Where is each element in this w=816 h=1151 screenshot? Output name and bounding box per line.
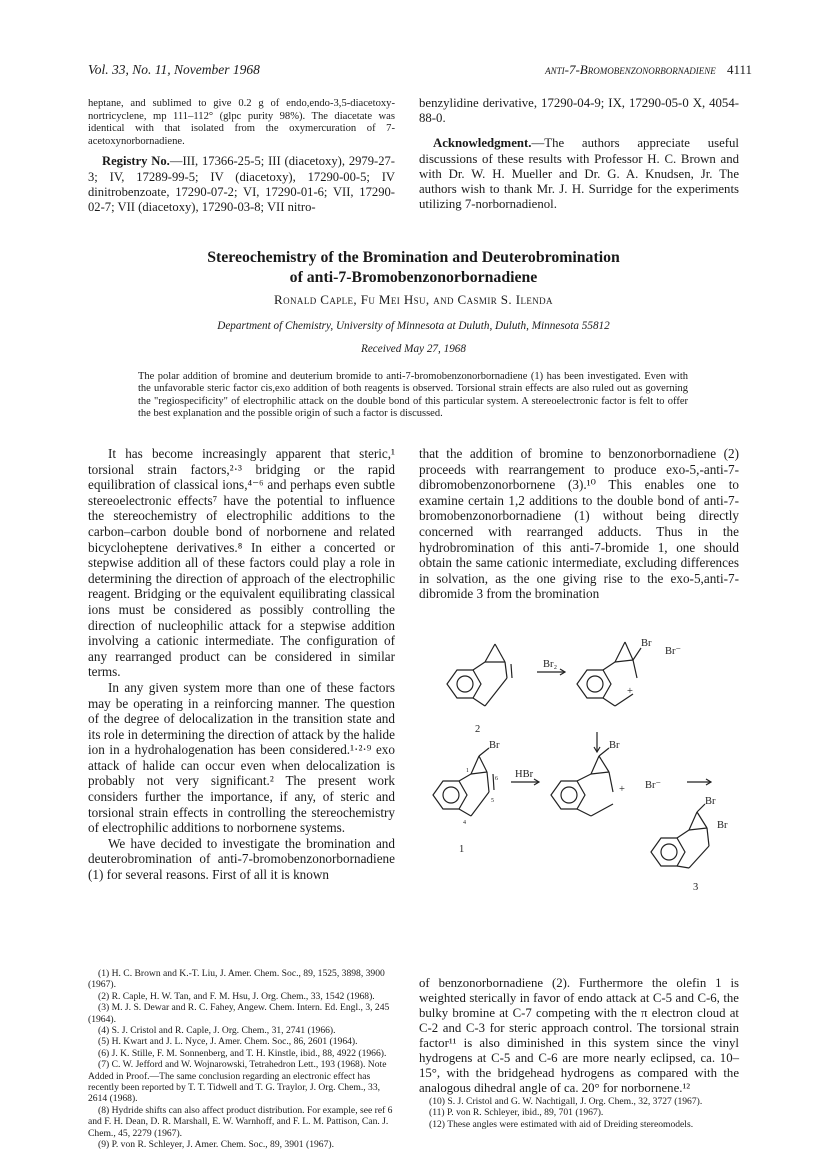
running-title: anti-7-Bromobenzonorbornadiene [545,62,716,77]
footnote: (2) R. Caple, H. W. Tan, and F. M. Hsu, J. Org. Chem., 33, 1542 (1968). [98,990,375,1002]
registry-text: —III, 17366-25-5; III (diacetoxy), 2979-27-3; IV, 17289-99-5; IV (diacetoxy), 17290-00-5; IV dinitrobenzoate, 17290-07-2; VI, 17290-01-6; VII, 17290-02-7; VII (diacetoxy), 17290-03-8; VII nitro- [88,154,396,214]
experimental-continuation [88,98,395,215]
title-line-1: Stereochemistry of the Bromination and Deuterobromination [207,249,620,266]
abstract: The polar addition of bromine and deuterium bromide to anti-7-bromobenzonorbornadiene (1) has been investigated. Even with the unfavorable steric factor cis,exo addition of both reagents is observed. Torsional strain effects are also ruled out as governing the "regiospecificity" of electrophilic attack on the double bond of this particular system. A stereoelectronic factor is felt to offer the best explanation and the possible origin of such a factor is discussed. [138,371,688,420]
compound-2-structure [447,644,512,706]
footnote: (10) S. J. Cristol and G. W. Nachtigall, J. Org. Chem., 32, 3727 (1967). [429,1096,703,1107]
bromide-ion: Br⁻ [645,780,662,791]
article-title [88,248,739,288]
acknowledgment [419,136,739,212]
cation-plus: + [627,686,633,697]
label-compound-1: 1 [459,844,465,855]
br-label: Br [609,740,620,751]
registry-label: Registry No. [102,154,170,169]
footnote: (5) H. Kwart and J. L. Nyce, J. Amer. Chem. Soc., 86, 2601 (1964). [98,1036,358,1048]
experimental-text: heptane, and sublimed to give 0.2 g of endo,endo-3,5-diacetoxy-nortricyclene, mp 111–112° (glpc purity 98%). The diacetate was identical with that isolated from the oxymercuration of 7-acetoxynorbornadiene. [88,98,395,147]
body-right-column-bottom [419,976,739,1096]
authors: Ronald Caple, Fu Mei Hsu, and Casmir S. Ilenda [274,292,553,307]
br-label: Br [717,820,728,831]
paragraph: that the addition of bromine to benzonorbornadiene (2) proceeds with rearrangement to produce exo-5,-anti-7-dibromobenzonorbornene (3).¹⁰ This enables one to examine certain 1,2 additions to the double bond of anti-7-bromobenzonorbornadiene (1) without being directly concerned with rearranged adducts. Thus in the hydrobromination of this anti-7-bromide 1, one should obtain the same cationic intermediate, excluding differences in solvation, as the one giving rise to the exo-5,anti-7-dibromide 3 from the bromination [419,446,739,602]
running-header-left: Vol. 33, No. 11, November 1968 [88,62,260,77]
registry-continuation [419,96,739,212]
registry-text-cont: benzylidine derivative, 17290-04-9; IX, 17290-05-0 X, 4054-88-0. [419,96,739,126]
paragraph: We have decided to investigate the bromination and deuterobromination of anti-7-bromobenzonorbornadiene (1) for several reasons. First of all it is known [88,835,395,883]
footnote: (3) M. J. S. Dewar and R. C. Fahey, Angew. Chem. Intern. Ed. Engl., 3, 245 (1964). [88,1002,390,1025]
title-line-2: of anti-7-Bromobenzonorbornadiene [289,269,538,286]
bromide-ion: Br⁻ [665,646,682,657]
footnotes-left [88,968,395,1151]
footnote: (12) These angles were estimated with aid of Dreiding stereomodels. [429,1118,694,1130]
position-5: 5 [491,798,494,804]
paragraph: of benzonorbornadiene (2). Furthermore the olefin 1 is weighted sterically in favor of endo attack at C-5 and C-6, the bulky bromine at C-7 competing with the π electron cloud at C-2 and C-3 for steric approach control. The torsional strain factor¹¹ is also diminished in this system since the vinyl hydrogens at C-5 and C-6 are more nearly eclipsed, ca. 10–15°, with the bridgehead hydrogens as compared with the analogous dihedral angle of ca. 20° for norbornene.¹² [419,976,739,1095]
footnote: (1) H. C. Brown and K.-T. Liu, J. Amer. Chem. Soc., 89, 1525, 3898, 3900 (1967). [88,968,385,991]
position-6: 6 [495,776,498,782]
label-compound-2: 2 [475,724,481,735]
footnote: (7) C. W. Jefford and W. Wojnarowski, Tetrahedron Lett., 193 (1968). Note Added in Proof.—The same conclusion regarding an electronic effect has recently been reported by T. T. Tidwell and T. G. Traylor, J. Org. Chem., 33, 2614 (1968). [88,1059,387,1105]
footnotes-right [419,1096,739,1130]
br-label: Br [641,638,652,649]
compound-3-structure [651,804,709,868]
br-label: Br [705,796,716,807]
compound-1-structure [433,748,494,816]
reagent-br2: Br₂ [543,659,558,670]
footnote: (11) P. von R. Schleyer, ibid., 89, 701 (1967). [429,1107,604,1119]
received-date: Received May 27, 1968 [361,343,466,355]
label-compound-3: 3 [693,882,699,893]
footnote: (8) Hydride shifts can also affect product distribution. For example, see ref 6 and F. H. Dean, D. R. Marshall, E. W. Warnhoff, and F. L. M. Pattison, Can. J. Chem., 45, 2279 (1967). [88,1104,393,1139]
body-left-column [88,446,395,883]
affiliation: Department of Chemistry, University of Minnesota at Duluth, Duluth, Minnesota 55812 [217,320,610,332]
position-1: 1 [466,768,469,774]
cation-plus: + [619,784,625,795]
footnote: (4) S. J. Cristol and R. Caple, J. Org. Chem., 31, 2741 (1966). [98,1025,336,1037]
footnote: (9) P. von R. Schleyer, J. Amer. Chem. Soc., 89, 3901 (1967). [98,1139,334,1151]
ack-label: Acknowledgment. [433,136,532,151]
br-label: Br [489,740,500,751]
reaction-scheme [419,620,739,893]
ack-text: —The authors appreciate useful discussions of these results with Professor H. C. Brown and with Dr. W. H. Mueller and Dr. G. A. Knudsen, Jr. The authors wish to thank Mr. J. H. Surridge for the experiments utilizing 7-norbornadienol. [419,136,739,212]
paragraph: In any given system more than one of these factors may be operating in a reinforcing manner. The question of the degree of delocalization in the transition state and its role in determining the direction of attack by the halide ion in a hydrohalogenation has been considered.¹·²·⁹ exo attack of halide can occur even when delocalization is probably not very significant.² The present work considers further the importance, if any, of steric and torsional strain effects in controlling the stereochemistry of electrophilic additions to norbornene systems. [88,679,395,836]
page-number: 4111 [726,62,752,77]
paragraph: It has become increasingly apparent that steric,¹ torsional strain factors,²·³ bridging or the rapid equilibration of classical ions,⁴⁻⁶ and perhaps even subtle stereoelectronic effects⁷ have the potential to influence the stereochemistry of electrophilic additions to the carbon–carbon double bond of norbornene and related bicycloheptene derivatives.⁸ In either a concerted or stepwise addition all of these factors could play a role in determining the direction of approach of the electrophilic reagent. Bridging or the equivalent equilibrating classical ions must be considered as possibly controlling the direction of nucleophilic attack for a stepwise addition involving a cationic intermediate. The configuration of any rearranged product can be considered in similar terms. [88,446,395,680]
registry-numbers [88,154,395,215]
footnote: (6) J. K. Stille, F. M. Sonnenberg, and T. H. Kinstle, ibid., 88, 4922 (1966). [98,1047,387,1059]
intermediate-2-structure [551,748,613,816]
position-4: 4 [463,820,466,826]
body-right-column-top [419,446,739,602]
reagent-hbr: HBr [515,769,534,780]
running-header-right [545,62,752,78]
